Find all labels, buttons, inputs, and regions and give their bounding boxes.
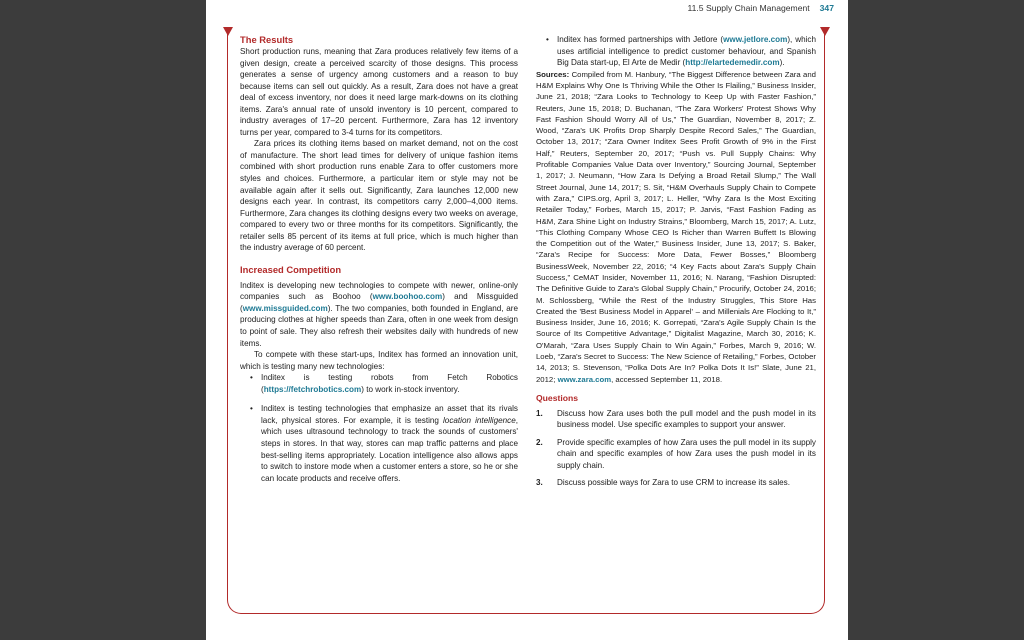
- list-item-text: ) to work in-stock inventory.: [361, 384, 460, 394]
- page-number: 347: [819, 3, 834, 13]
- question-number: 2.: [536, 437, 543, 447]
- list-item-text: ).: [779, 58, 785, 68]
- question-item: [536, 477, 816, 489]
- list-item-text: Inditex is testing technologies that emphasize an asset that its rivals lack, physical stores. For example, it is testing: [261, 404, 518, 425]
- competition-heading: Increased Competition: [240, 263, 342, 275]
- elartedemedir-link[interactable]: http://elartedemedir.com: [685, 58, 780, 68]
- book-page: [206, 0, 848, 640]
- questions-list: [536, 408, 816, 489]
- question-number: 3.: [536, 478, 543, 488]
- question-item: [536, 408, 816, 431]
- competition-text: Inditex is developing new technologies to compete with newer, online-only companies such as Boohoo (: [240, 280, 518, 302]
- left-column: [240, 34, 518, 484]
- question-text: Discuss how Zara uses both the pull model and the push model in its business model. Use specific examples to support your answer.: [557, 408, 816, 430]
- results-heading: The Results: [240, 34, 294, 45]
- frame-marker-right-icon: [820, 27, 830, 36]
- technology-list: [240, 372, 518, 484]
- competition-paragraph-1: [240, 280, 518, 349]
- question-item: [536, 437, 816, 472]
- right-column: [536, 34, 816, 495]
- list-item-text: Inditex is testing robots from Fetch Robotics (: [261, 373, 518, 394]
- question-text: Provide specific examples of how Zara uses the pull model in its supply chain and specific examples of how Zara uses the push model in its supply chain.: [557, 437, 816, 470]
- list-item: [240, 403, 518, 484]
- questions-heading: Questions: [536, 392, 579, 403]
- competition-paragraph-2: To compete with these start-ups, Inditex has formed an innovation unit, which is testing many new technologies:: [240, 350, 518, 371]
- question-number: 1.: [536, 408, 543, 418]
- boohoo-link[interactable]: www.boohoo.com: [372, 292, 443, 302]
- missguided-link[interactable]: www.missguided.com: [242, 303, 328, 313]
- list-item: [536, 34, 816, 69]
- section-title: 11.5 Supply Chain Management: [687, 3, 810, 13]
- results-paragraph-1: Short production runs, meaning that Zara produces relatively few items of a given design, create a perceived scarcity of those designs. This process generates a sense of urgency among customers and a reason to buy because items can sell out quickly. As a result, Zara does not have a great deal of excess inventory, nor does it need large mark-downs on its clothing items. Zara's annual rate of unsold inventory is 10 percent, compared to industry averages of 17–20 percent. Furthermore, Zara has 12 inventory turns per year, compared to 3-4 turns for its competitors.: [240, 47, 518, 137]
- sources-tail: , accessed September 11, 2018.: [611, 374, 723, 384]
- frame-marker-left-icon: [223, 27, 233, 36]
- list-item-text: ), which uses artificial intelligence to predict customer behaviour, and Spanish Big Data start-up, El Arte de Medir (: [557, 35, 816, 68]
- running-header: [688, 3, 835, 13]
- list-item-text: , which uses ultrasound technology to track the sounds of customers' steps in stores. In that way, stores can map traffic patterns and place best-selling items appropriately. Location intelligence also allows apps to switch to instore mode when a customer enters a store, so he or she can locate products and receive offers.: [261, 415, 518, 483]
- sources-text: Compiled from M. Hanbury, “The Biggest Difference between Zara and H&M Explains Why One Is Thriving While the Other Is Flailing,” Business Insider, June 21, 2018; “Zara Looks to Technology to Keep Up with Faster Fashion,” Reuters, June 15, 2018; D. Buchanan, “The Zara Workers' Protest Shows Why Fast Fashion Should Worry All of Us,” The Guardian, November 8, 2017; Z. Wood, “Zara's UK Profits Drop Sharply Despite Record Sales,” The Guardian, October 13, 2017; “Zara Owner Inditex Sees Profit Growth of 9% in the First Half,” Reuters, September 20, 2017; “Push vs. Pull Supply Chains: Why Profitable Companies Value Data over Inventory,” Sourcing Journal, September 1, 2017; J. Neumann, “How Zara Is Defying a Broad Retail Slump,” The Wall Street Journal, June 14, 2017; S. Sit, “H&M Overhauls Supply Chain to Compete with Zara,” CIPS.org, April 3, 2017; L. Heller, “Why Zara Is the Most Exciting Retailer Today,” Forbes, March 15, 2017; P. Jarvis, “Fast Fashion Fading as H&M, Zara Shine Light on Industry Strains,” Bloomberg, March 15, 2017; A. Lutz, “This Clothing Company Whose CEO Is Richer than Warren Buffett Is Blowing the Competition out of the Water,” Business Insider, June 13, 2017; S. Baker, “Zara's Recipe for Success: More Data, Fewer Bosses,” Bloomberg BusinessWeek, November 22, 2016; “4 Key Facts about Zara's Supply Chain Success,” CeMAT Insider, November 11, 2016; N. Narang, “Fashion Disrupted: The Definitive Guide to Zara's Global Supply Chain,” Procurify, October 24, 2016; M. Schlossberg, “While the Rest of the Industry Struggles, This Store Has Created the 'Best Business Model in Apparel' – and Millenials Are Flocking to It,” Business Insider, June 16, 2016; K. Gorrepati, “Zara's Agile Supply Chain Is the Source of Its Competitive Advantage,” Digitalist Magazine, March 30, 2016; K. O'Marah, “Zara Uses Supply Chain to Win Again,” Forbes, March 9, 2016; W. Loeb, “Zara's Secret to Success: The New Science of Retailing,” Forbes, October 14, 2013; S. Stevenson, “Polka Dots Are In? Polka Dots It Is!” Slate, June 21, 2012;: [536, 69, 816, 384]
- sources: [536, 69, 816, 385]
- competition-text: ) and Missguided (: [240, 292, 518, 313]
- list-item: [240, 372, 518, 395]
- fetchrobotics-link[interactable]: https://fetchrobotics.com: [263, 384, 362, 394]
- zara-link[interactable]: www.zara.com: [557, 374, 612, 384]
- results-paragraph-2: Zara prices its clothing items based on market demand, not on the cost of manufacture. The short lead times for delivery of unique fashion items combined with short production runs enable Zara to offer customers more styles and choices. Furthermore, a particular item or style may not be available again after it sells out. Significantly, Zara launches 12,000 new designs each year. In contrast, its competitors carry 2,000–4,000 items. Furthermore, Zara changes its clothing designs every two weeks on average, compared to every two or three months for its competitors. Significantly, the retailer sells 85 percent of its items at full price, which is much higher than the industry average of 60 percent.: [240, 139, 518, 253]
- competition-text: ). The two companies, both founded in England, are producing clothes at higher speeds than Zara, often in one week from design to point of sale. They also refresh their websites daily with hundreds of new items.: [240, 303, 518, 348]
- list-item-text: Inditex has formed partnerships with Jetlore (: [557, 35, 724, 44]
- jetlore-link[interactable]: www.jetlore.com: [723, 35, 788, 44]
- list-item-emphasis: location intelligence: [443, 415, 516, 425]
- question-text: Discuss possible ways for Zara to use CRM to increase its sales.: [557, 478, 790, 488]
- sources-label: Sources:: [536, 69, 570, 79]
- partnership-list: [536, 34, 816, 69]
